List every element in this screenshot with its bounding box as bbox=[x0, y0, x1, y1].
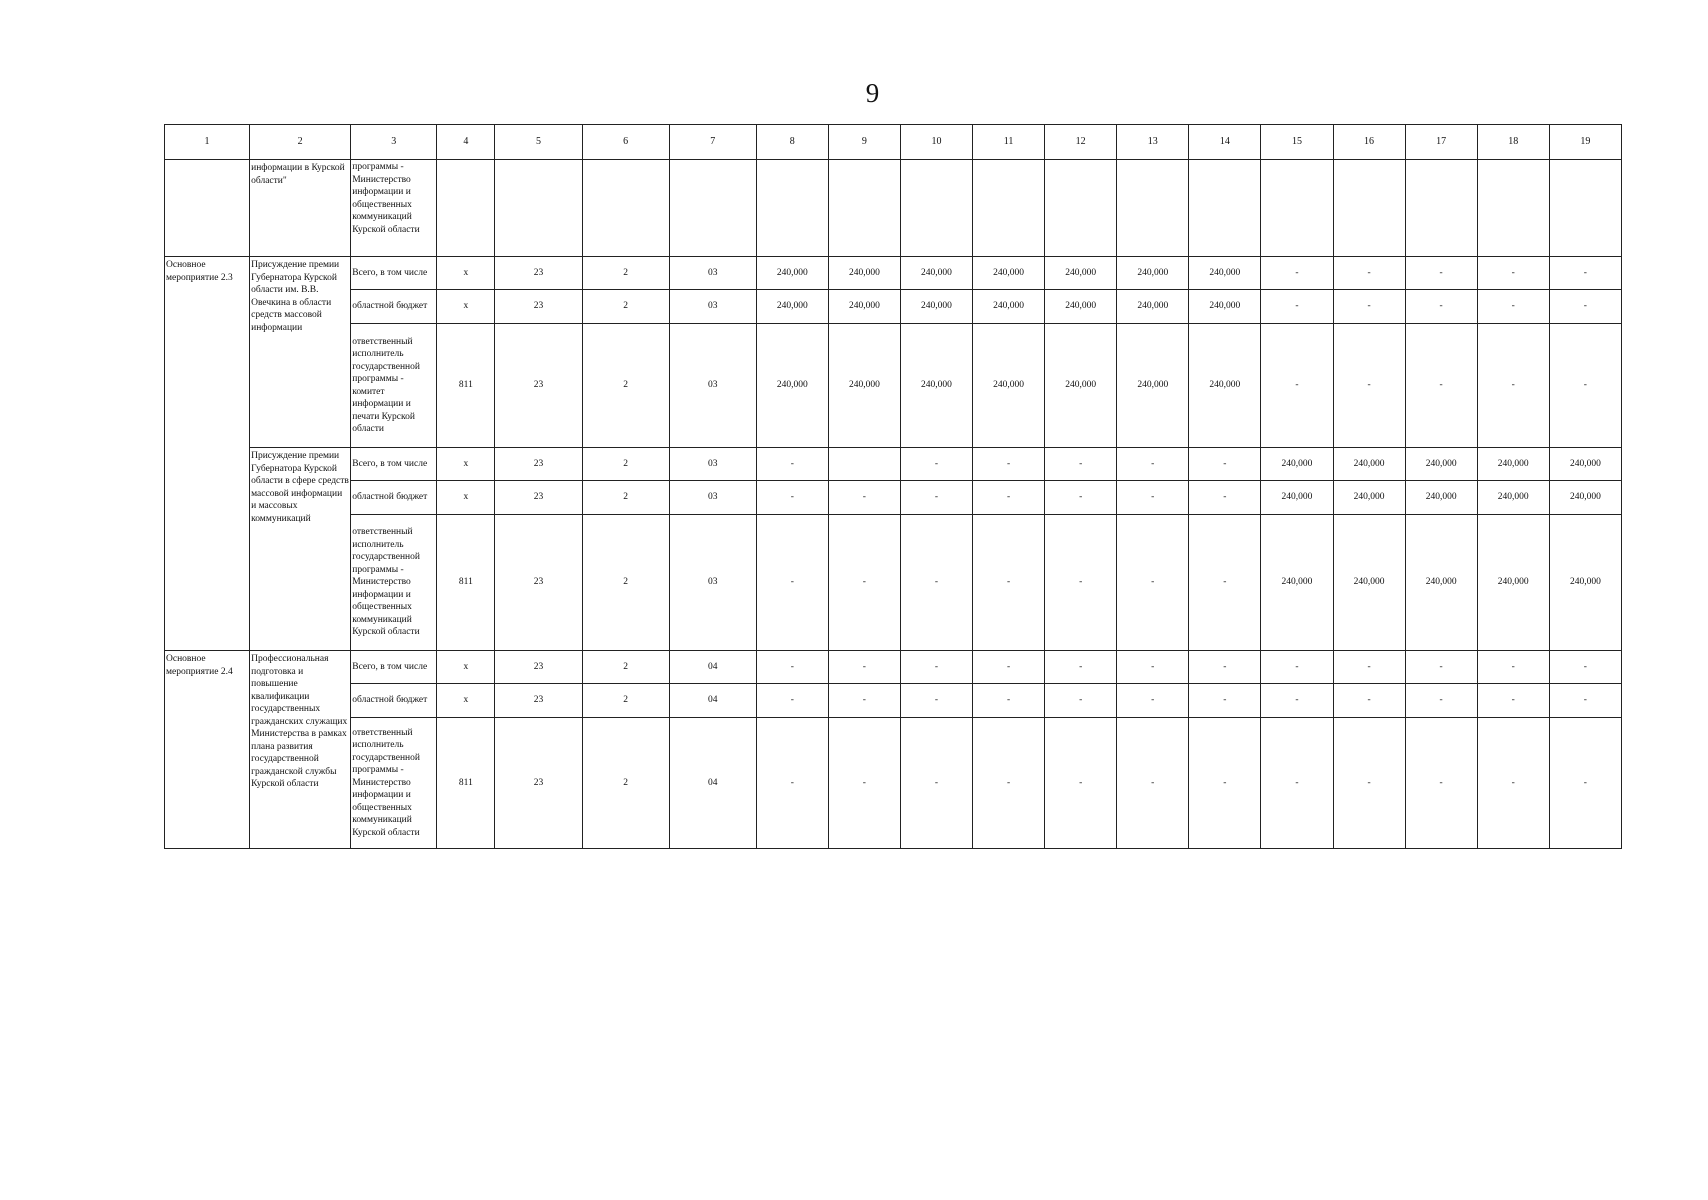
table-cell bbox=[1405, 160, 1477, 257]
value-cell: 2 bbox=[582, 718, 669, 849]
value-cell: - bbox=[1405, 324, 1477, 448]
value-cell: 23 bbox=[495, 257, 582, 290]
value-cell: 03 bbox=[669, 515, 756, 651]
table-row bbox=[165, 257, 1622, 290]
funding-source-cell: Всего, в том числе bbox=[351, 257, 437, 290]
value-cell: 240,000 bbox=[756, 257, 828, 290]
value-cell: - bbox=[1045, 448, 1117, 481]
value-cell: - bbox=[1549, 257, 1621, 290]
event-name-cell: Присуждение премии Губернатора Курской области им. В.В. Овечкина в области средств массовой информации bbox=[250, 257, 351, 448]
table-row bbox=[165, 718, 1622, 849]
value-cell: 03 bbox=[669, 257, 756, 290]
table-cell bbox=[1477, 160, 1549, 257]
value-cell: - bbox=[1333, 290, 1405, 324]
value-cell: 240,000 bbox=[1117, 324, 1189, 448]
executor-cell: программы - Министерство информации и общественных коммуникаций Курской области bbox=[351, 160, 437, 257]
value-cell: 04 bbox=[669, 684, 756, 718]
value-cell: 240,000 bbox=[1045, 257, 1117, 290]
value-cell: х bbox=[437, 481, 495, 515]
column-number-11: 11 bbox=[973, 125, 1045, 160]
funding-source-cell: ответственный исполнитель государственной программы - комитет информации и печати Курской области bbox=[351, 324, 437, 448]
value-cell: 23 bbox=[495, 290, 582, 324]
column-number-6: 6 bbox=[582, 125, 669, 160]
value-cell: - bbox=[756, 515, 828, 651]
value-cell: 240,000 bbox=[1189, 290, 1261, 324]
value-cell: х bbox=[437, 651, 495, 684]
table-cell bbox=[828, 160, 900, 257]
value-cell: 240,000 bbox=[1117, 257, 1189, 290]
table-cell bbox=[165, 160, 250, 257]
value-cell: - bbox=[1261, 718, 1333, 849]
value-cell: - bbox=[756, 718, 828, 849]
column-number-9: 9 bbox=[828, 125, 900, 160]
column-number-3: 3 bbox=[351, 125, 437, 160]
value-cell: - bbox=[828, 684, 900, 718]
funding-source-cell: ответственный исполнитель государственной программы - Министерство информации и общественных коммуникаций Курской области bbox=[351, 515, 437, 651]
value-cell: - bbox=[1333, 684, 1405, 718]
table-cell bbox=[1189, 160, 1261, 257]
value-cell: - bbox=[1477, 290, 1549, 324]
value-cell: - bbox=[1045, 684, 1117, 718]
table-row bbox=[165, 324, 1622, 448]
value-cell: - bbox=[1189, 448, 1261, 481]
table-cell bbox=[756, 160, 828, 257]
column-number-10: 10 bbox=[900, 125, 972, 160]
value-cell: - bbox=[1549, 684, 1621, 718]
value-cell: 04 bbox=[669, 718, 756, 849]
table-cell bbox=[669, 160, 756, 257]
value-cell: - bbox=[973, 651, 1045, 684]
value-cell: - bbox=[1261, 290, 1333, 324]
column-number-7: 7 bbox=[669, 125, 756, 160]
value-cell: - bbox=[1549, 651, 1621, 684]
value-cell: 240,000 bbox=[828, 257, 900, 290]
event-name-cell: информации в Курской области" bbox=[250, 160, 351, 257]
value-cell: - bbox=[1477, 718, 1549, 849]
column-number-1: 1 bbox=[165, 125, 250, 160]
value-cell: 240,000 bbox=[756, 290, 828, 324]
main-event-cell: Основное мероприятие 2.3 bbox=[165, 257, 250, 651]
value-cell: - bbox=[973, 718, 1045, 849]
table-row bbox=[165, 448, 1622, 481]
value-cell: 240,000 bbox=[1405, 515, 1477, 651]
value-cell: 2 bbox=[582, 515, 669, 651]
value-cell: 240,000 bbox=[1405, 448, 1477, 481]
value-cell: 23 bbox=[495, 515, 582, 651]
value-cell: 240,000 bbox=[1549, 481, 1621, 515]
value-cell: - bbox=[756, 684, 828, 718]
column-number-18: 18 bbox=[1477, 125, 1549, 160]
value-cell: 240,000 bbox=[828, 290, 900, 324]
funding-source-cell: Всего, в том числе bbox=[351, 448, 437, 481]
value-cell: - bbox=[1189, 651, 1261, 684]
value-cell: 23 bbox=[495, 324, 582, 448]
value-cell: - bbox=[1261, 324, 1333, 448]
value-cell: - bbox=[1117, 481, 1189, 515]
column-number-12: 12 bbox=[1045, 125, 1117, 160]
column-number-5: 5 bbox=[495, 125, 582, 160]
value-cell: - bbox=[1261, 684, 1333, 718]
value-cell: - bbox=[1333, 324, 1405, 448]
value-cell: 240,000 bbox=[973, 290, 1045, 324]
value-cell: - bbox=[1405, 290, 1477, 324]
value-cell: 811 bbox=[437, 515, 495, 651]
value-cell: 240,000 bbox=[1045, 324, 1117, 448]
value-cell: - bbox=[900, 481, 972, 515]
value-cell: 03 bbox=[669, 324, 756, 448]
value-cell: х bbox=[437, 257, 495, 290]
value-cell: х bbox=[437, 684, 495, 718]
value-cell: - bbox=[756, 651, 828, 684]
value-cell: 240,000 bbox=[1405, 481, 1477, 515]
value-cell: 240,000 bbox=[1477, 448, 1549, 481]
value-cell: - bbox=[1405, 257, 1477, 290]
table-cell bbox=[582, 160, 669, 257]
column-number-15: 15 bbox=[1261, 125, 1333, 160]
table-cell bbox=[1333, 160, 1405, 257]
funding-source-cell: Всего, в том числе bbox=[351, 651, 437, 684]
value-cell: - bbox=[1117, 718, 1189, 849]
value-cell: - bbox=[828, 515, 900, 651]
value-cell: 2 bbox=[582, 481, 669, 515]
funding-source-cell: областной бюджет bbox=[351, 481, 437, 515]
column-number-16: 16 bbox=[1333, 125, 1405, 160]
value-cell: - bbox=[828, 718, 900, 849]
table-cell bbox=[495, 160, 582, 257]
budget-table bbox=[164, 124, 1622, 849]
value-cell: - bbox=[1117, 684, 1189, 718]
table-cell bbox=[973, 160, 1045, 257]
value-cell: 240,000 bbox=[1045, 290, 1117, 324]
value-cell: 240,000 bbox=[1477, 481, 1549, 515]
value-cell: 240,000 bbox=[1333, 515, 1405, 651]
value-cell: 2 bbox=[582, 448, 669, 481]
column-number-19: 19 bbox=[1549, 125, 1621, 160]
value-cell: 240,000 bbox=[1477, 515, 1549, 651]
value-cell: - bbox=[900, 448, 972, 481]
value-cell: 811 bbox=[437, 324, 495, 448]
value-cell: - bbox=[1045, 651, 1117, 684]
value-cell: 240,000 bbox=[1261, 515, 1333, 651]
value-cell: 2 bbox=[582, 651, 669, 684]
value-cell: 240,000 bbox=[1549, 448, 1621, 481]
value-cell: 23 bbox=[495, 684, 582, 718]
value-cell: 240,000 bbox=[900, 290, 972, 324]
value-cell: - bbox=[1189, 684, 1261, 718]
value-cell: - bbox=[1405, 651, 1477, 684]
value-cell: 23 bbox=[495, 718, 582, 849]
value-cell: 240,000 bbox=[1189, 257, 1261, 290]
value-cell: - bbox=[1477, 257, 1549, 290]
value-cell: 23 bbox=[495, 651, 582, 684]
value-cell: - bbox=[900, 718, 972, 849]
table-row bbox=[165, 515, 1622, 651]
value-cell: 240,000 bbox=[756, 324, 828, 448]
main-event-cell: Основное мероприятие 2.4 bbox=[165, 651, 250, 849]
value-cell: - bbox=[1045, 515, 1117, 651]
value-cell: - bbox=[1333, 718, 1405, 849]
value-cell: - bbox=[973, 684, 1045, 718]
value-cell: - bbox=[900, 515, 972, 651]
value-cell: - bbox=[973, 515, 1045, 651]
funding-source-cell: областной бюджет bbox=[351, 684, 437, 718]
value-cell: 04 bbox=[669, 651, 756, 684]
value-cell: 811 bbox=[437, 718, 495, 849]
page-number: 9 bbox=[865, 78, 880, 108]
value-cell: х bbox=[437, 290, 495, 324]
value-cell: - bbox=[900, 651, 972, 684]
table-cell bbox=[900, 160, 972, 257]
table-row bbox=[165, 290, 1622, 324]
value-cell: 240,000 bbox=[973, 257, 1045, 290]
value-cell: - bbox=[1333, 257, 1405, 290]
header-row bbox=[165, 125, 1622, 160]
value-cell: 240,000 bbox=[900, 324, 972, 448]
value-cell: - bbox=[1477, 651, 1549, 684]
table-cell bbox=[437, 160, 495, 257]
table-cell bbox=[1117, 160, 1189, 257]
table-row bbox=[165, 684, 1622, 718]
value-cell: 240,000 bbox=[973, 324, 1045, 448]
value-cell: 2 bbox=[582, 684, 669, 718]
value-cell: - bbox=[1045, 481, 1117, 515]
value-cell: 240,000 bbox=[1189, 324, 1261, 448]
value-cell: 23 bbox=[495, 448, 582, 481]
value-cell: 240,000 bbox=[1261, 481, 1333, 515]
event-name-cell: Присуждение премии Губернатора Курской области в сфере средств массовой информации и массовых коммуникаций bbox=[250, 448, 351, 651]
value-cell: - bbox=[828, 481, 900, 515]
value-cell: - bbox=[1405, 684, 1477, 718]
value-cell: 240,000 bbox=[1333, 481, 1405, 515]
value-cell: - bbox=[1117, 515, 1189, 651]
table-cell bbox=[1045, 160, 1117, 257]
funding-source-cell: ответственный исполнитель государственной программы - Министерство информации и общественных коммуникаций Курской области bbox=[351, 718, 437, 849]
value-cell: - bbox=[973, 448, 1045, 481]
column-number-8: 8 bbox=[756, 125, 828, 160]
value-cell bbox=[828, 448, 900, 481]
value-cell: 23 bbox=[495, 481, 582, 515]
value-cell: - bbox=[828, 651, 900, 684]
value-cell: 2 bbox=[582, 290, 669, 324]
column-number-2: 2 bbox=[250, 125, 351, 160]
value-cell: 240,000 bbox=[828, 324, 900, 448]
value-cell: - bbox=[1333, 651, 1405, 684]
value-cell: 2 bbox=[582, 257, 669, 290]
value-cell: х bbox=[437, 448, 495, 481]
table-row bbox=[165, 651, 1622, 684]
table-cell bbox=[1261, 160, 1333, 257]
value-cell: - bbox=[1477, 324, 1549, 448]
value-cell: - bbox=[1549, 718, 1621, 849]
value-cell: 03 bbox=[669, 290, 756, 324]
column-number-13: 13 bbox=[1117, 125, 1189, 160]
value-cell: - bbox=[1405, 718, 1477, 849]
value-cell: 240,000 bbox=[1117, 290, 1189, 324]
value-cell: - bbox=[1189, 481, 1261, 515]
value-cell: - bbox=[900, 684, 972, 718]
value-cell: 03 bbox=[669, 481, 756, 515]
funding-source-cell: областной бюджет bbox=[351, 290, 437, 324]
value-cell: 240,000 bbox=[1261, 448, 1333, 481]
value-cell: - bbox=[1549, 290, 1621, 324]
value-cell: - bbox=[1189, 718, 1261, 849]
value-cell: - bbox=[1117, 448, 1189, 481]
value-cell: - bbox=[1045, 718, 1117, 849]
value-cell: - bbox=[1549, 324, 1621, 448]
column-number-4: 4 bbox=[437, 125, 495, 160]
value-cell: 240,000 bbox=[900, 257, 972, 290]
value-cell: - bbox=[1261, 651, 1333, 684]
value-cell: - bbox=[1189, 515, 1261, 651]
table-cell bbox=[1549, 160, 1621, 257]
value-cell: - bbox=[973, 481, 1045, 515]
value-cell: 03 bbox=[669, 448, 756, 481]
event-name-cell: Профессиональная подготовка и повышение квалификации государственных гражданских служащих Министерства в рамках плана развития государственной гражданской службы Курской области bbox=[250, 651, 351, 849]
value-cell: - bbox=[756, 448, 828, 481]
table-row bbox=[165, 481, 1622, 515]
value-cell: - bbox=[1261, 257, 1333, 290]
value-cell: 240,000 bbox=[1549, 515, 1621, 651]
value-cell: - bbox=[1117, 651, 1189, 684]
value-cell: 240,000 bbox=[1333, 448, 1405, 481]
value-cell: 2 bbox=[582, 324, 669, 448]
value-cell: - bbox=[1477, 684, 1549, 718]
continuation-row bbox=[165, 160, 1622, 257]
column-number-17: 17 bbox=[1405, 125, 1477, 160]
value-cell: - bbox=[756, 481, 828, 515]
column-number-14: 14 bbox=[1189, 125, 1261, 160]
